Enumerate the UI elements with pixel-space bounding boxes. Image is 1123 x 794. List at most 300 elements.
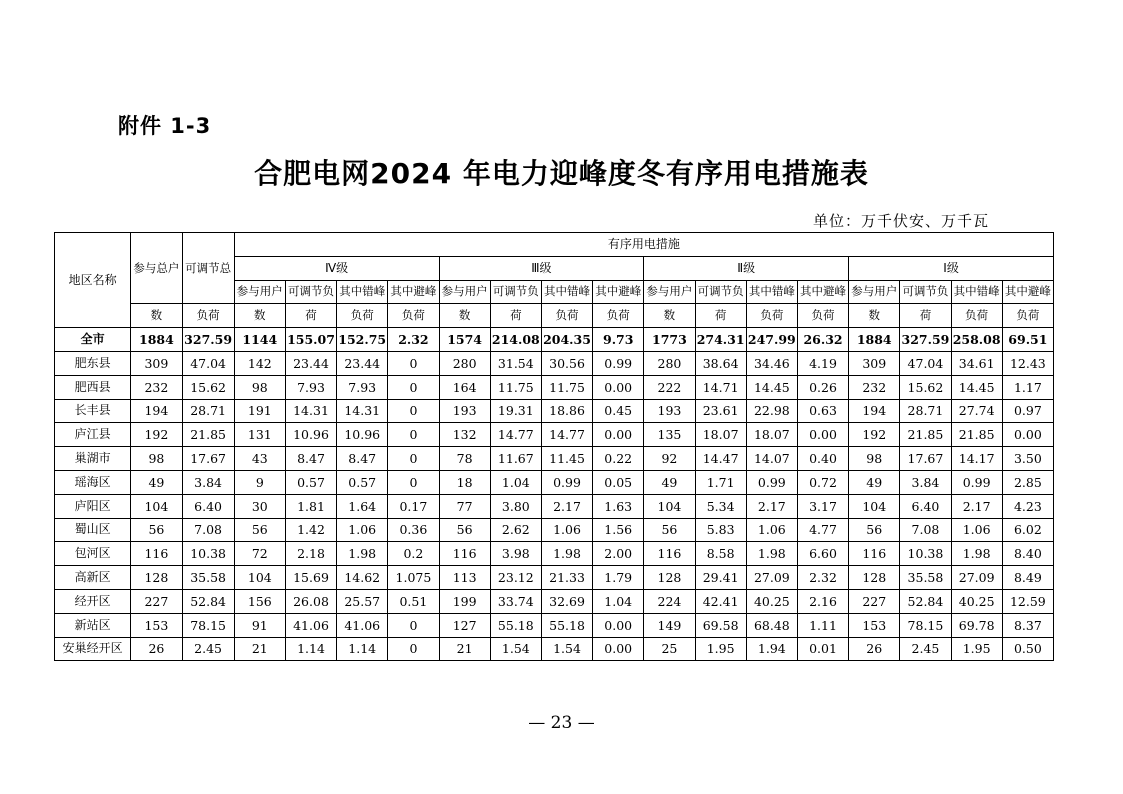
value-cell: 327.59 (900, 328, 951, 352)
value-cell: 21.85 (182, 423, 234, 447)
value-cell: 1.06 (541, 518, 592, 542)
page-title: 合肥电网2024 年电力迎峰度冬有序用电措施表 (254, 157, 869, 190)
value-cell: 30 (234, 494, 285, 518)
value-cell: 0.63 (797, 399, 848, 423)
value-cell: 6.60 (797, 542, 848, 566)
value-cell: 2.45 (182, 637, 234, 661)
value-cell: 11.75 (541, 375, 592, 399)
value-cell: 17.67 (900, 447, 951, 471)
value-cell: 0.57 (337, 470, 388, 494)
value-cell: 21.85 (951, 423, 1002, 447)
value-cell: 1884 (849, 328, 900, 352)
sub-header-offpeak: 其中错峰 (746, 280, 797, 304)
sub-header-users: 参与用户 (644, 280, 695, 304)
value-cell: 0.00 (593, 423, 644, 447)
value-cell: 0 (388, 423, 439, 447)
value-cell: 8.47 (337, 447, 388, 471)
value-cell: 0.00 (593, 375, 644, 399)
region-name-cell: 蜀山区 (55, 518, 131, 542)
sub-header-adjustable-line2: 荷 (285, 304, 336, 328)
value-cell: 0 (388, 470, 439, 494)
value-cell: 199 (439, 589, 490, 613)
sub-header-avoidpeak-line2: 负荷 (797, 304, 848, 328)
value-cell: 1.98 (951, 542, 1002, 566)
value-cell: 49 (849, 470, 900, 494)
value-cell: 18.86 (541, 399, 592, 423)
value-cell: 3.17 (797, 494, 848, 518)
sub-header-adjustable: 可调节负 (695, 280, 746, 304)
sub-header-users-line2: 数 (644, 304, 695, 328)
region-name-cell: 高新区 (55, 566, 131, 590)
header-level-3: Ⅲ级 (439, 256, 644, 280)
value-cell: 5.34 (695, 494, 746, 518)
value-cell: 1.71 (695, 470, 746, 494)
sub-header-adjustable: 可调节负 (900, 280, 951, 304)
value-cell: 34.61 (951, 351, 1002, 375)
value-cell: 0.36 (388, 518, 439, 542)
value-cell: 116 (131, 542, 182, 566)
value-cell: 25 (644, 637, 695, 661)
value-cell: 280 (644, 351, 695, 375)
value-cell: 1.95 (951, 637, 1002, 661)
value-cell: 47.04 (182, 351, 234, 375)
value-cell: 14.77 (490, 423, 541, 447)
value-cell: 26 (131, 637, 182, 661)
value-cell: 25.57 (337, 589, 388, 613)
value-cell: 116 (849, 542, 900, 566)
value-cell: 192 (131, 423, 182, 447)
value-cell: 0.05 (593, 470, 644, 494)
sub-header-offpeak: 其中错峰 (337, 280, 388, 304)
sub-header-users: 参与用户 (849, 280, 900, 304)
value-cell: 14.17 (951, 447, 1002, 471)
value-cell: 14.77 (541, 423, 592, 447)
value-cell: 77 (439, 494, 490, 518)
value-cell: 1.63 (593, 494, 644, 518)
table-row (55, 399, 1054, 423)
value-cell: 19.31 (490, 399, 541, 423)
value-cell: 309 (849, 351, 900, 375)
value-cell: 0.50 (1002, 637, 1053, 661)
value-cell: 2.17 (951, 494, 1002, 518)
value-cell: 127 (439, 613, 490, 637)
region-name-cell: 经开区 (55, 589, 131, 613)
value-cell: 193 (644, 399, 695, 423)
value-cell: 194 (131, 399, 182, 423)
table-row (55, 375, 1054, 399)
value-cell: 1.17 (1002, 375, 1053, 399)
value-cell: 56 (644, 518, 695, 542)
header-level-2: Ⅱ级 (644, 256, 849, 280)
value-cell: 0.26 (797, 375, 848, 399)
table-row-total (55, 328, 1054, 352)
value-cell: 0 (388, 375, 439, 399)
value-cell: 0.22 (593, 447, 644, 471)
value-cell: 1.79 (593, 566, 644, 590)
value-cell: 104 (131, 494, 182, 518)
value-cell: 2.32 (388, 328, 439, 352)
value-cell: 26.08 (285, 589, 336, 613)
value-cell: 18 (439, 470, 490, 494)
value-cell: 21 (234, 637, 285, 661)
value-cell: 6.40 (900, 494, 951, 518)
value-cell: 128 (644, 566, 695, 590)
table-row (55, 470, 1054, 494)
value-cell: 14.31 (285, 399, 336, 423)
value-cell: 1.98 (746, 542, 797, 566)
value-cell: 153 (131, 613, 182, 637)
value-cell: 2.45 (900, 637, 951, 661)
value-cell: 1144 (234, 328, 285, 352)
value-cell: 0 (388, 351, 439, 375)
value-cell: 28.71 (182, 399, 234, 423)
value-cell: 2.00 (593, 542, 644, 566)
value-cell: 42.41 (695, 589, 746, 613)
value-cell: 0.01 (797, 637, 848, 661)
value-cell: 204.35 (541, 328, 592, 352)
value-cell: 1.06 (337, 518, 388, 542)
attachment-label: 附件 1-3 (118, 114, 212, 138)
value-cell: 1.81 (285, 494, 336, 518)
value-cell: 0.97 (1002, 399, 1053, 423)
value-cell: 18.07 (746, 423, 797, 447)
value-cell: 10.38 (182, 542, 234, 566)
value-cell: 222 (644, 375, 695, 399)
value-cell: 22.98 (746, 399, 797, 423)
value-cell: 8.40 (1002, 542, 1053, 566)
value-cell: 14.62 (337, 566, 388, 590)
sub-header-avoidpeak: 其中避峰 (593, 280, 644, 304)
value-cell: 1.95 (695, 637, 746, 661)
value-cell: 47.04 (900, 351, 951, 375)
region-name-cell: 包河区 (55, 542, 131, 566)
value-cell: 1.075 (388, 566, 439, 590)
value-cell: 33.74 (490, 589, 541, 613)
value-cell: 41.06 (337, 613, 388, 637)
value-cell: 164 (439, 375, 490, 399)
value-cell: 32.69 (541, 589, 592, 613)
value-cell: 0.99 (746, 470, 797, 494)
value-cell: 1.98 (541, 542, 592, 566)
value-cell: 274.31 (695, 328, 746, 352)
value-cell: 1773 (644, 328, 695, 352)
value-cell: 0.99 (593, 351, 644, 375)
value-cell: 30.56 (541, 351, 592, 375)
value-cell: 69.51 (1002, 328, 1053, 352)
sub-header-avoidpeak-line2: 负荷 (1002, 304, 1053, 328)
value-cell: 131 (234, 423, 285, 447)
value-cell: 309 (131, 351, 182, 375)
region-name-cell: 全市 (55, 328, 131, 352)
value-cell: 91 (234, 613, 285, 637)
value-cell: 232 (849, 375, 900, 399)
value-cell: 258.08 (951, 328, 1002, 352)
value-cell: 21.85 (900, 423, 951, 447)
value-cell: 214.08 (490, 328, 541, 352)
region-name-cell: 安巢经开区 (55, 637, 131, 661)
value-cell: 104 (234, 566, 285, 590)
sub-header-avoidpeak-line2: 负荷 (388, 304, 439, 328)
value-cell: 98 (849, 447, 900, 471)
header-adjustable-line2: 负荷 (182, 304, 234, 328)
header-level-1: Ⅰ级 (849, 256, 1054, 280)
value-cell: 155.07 (285, 328, 336, 352)
table-row (55, 566, 1054, 590)
value-cell: 5.83 (695, 518, 746, 542)
value-cell: 69.58 (695, 613, 746, 637)
value-cell: 7.93 (285, 375, 336, 399)
value-cell: 0.00 (593, 637, 644, 661)
value-cell: 8.58 (695, 542, 746, 566)
value-cell: 10.38 (900, 542, 951, 566)
measures-table (54, 232, 1054, 661)
value-cell: 156 (234, 589, 285, 613)
value-cell: 2.62 (490, 518, 541, 542)
value-cell: 1.64 (337, 494, 388, 518)
value-cell: 28.71 (900, 399, 951, 423)
sub-header-offpeak-line2: 负荷 (541, 304, 592, 328)
region-name-cell: 庐江县 (55, 423, 131, 447)
value-cell: 1.54 (541, 637, 592, 661)
region-name-cell: 长丰县 (55, 399, 131, 423)
value-cell: 227 (849, 589, 900, 613)
value-cell: 27.74 (951, 399, 1002, 423)
value-cell: 153 (849, 613, 900, 637)
value-cell: 12.43 (1002, 351, 1053, 375)
value-cell: 0.00 (593, 613, 644, 637)
value-cell: 14.07 (746, 447, 797, 471)
table-row (55, 637, 1054, 661)
table-row (55, 613, 1054, 637)
value-cell: 68.48 (746, 613, 797, 637)
value-cell: 40.25 (746, 589, 797, 613)
value-cell: 142 (234, 351, 285, 375)
value-cell: 0.00 (797, 423, 848, 447)
value-cell: 10.96 (337, 423, 388, 447)
value-cell: 2.32 (797, 566, 848, 590)
value-cell: 43 (234, 447, 285, 471)
value-cell: 3.98 (490, 542, 541, 566)
value-cell: 192 (849, 423, 900, 447)
value-cell: 12.59 (1002, 589, 1053, 613)
sub-header-avoidpeak-line2: 负荷 (593, 304, 644, 328)
value-cell: 1.14 (285, 637, 336, 661)
value-cell: 23.44 (285, 351, 336, 375)
value-cell: 26.32 (797, 328, 848, 352)
table-row (55, 423, 1054, 447)
value-cell: 8.49 (1002, 566, 1053, 590)
value-cell: 232 (131, 375, 182, 399)
sub-header-offpeak-line2: 负荷 (746, 304, 797, 328)
value-cell: 78.15 (900, 613, 951, 637)
value-cell: 3.50 (1002, 447, 1053, 471)
value-cell: 2.85 (1002, 470, 1053, 494)
value-cell: 56 (131, 518, 182, 542)
value-cell: 27.09 (951, 566, 1002, 590)
value-cell: 52.84 (900, 589, 951, 613)
value-cell: 152.75 (337, 328, 388, 352)
header-region: 地区名称 (55, 233, 131, 328)
sub-header-users: 参与用户 (234, 280, 285, 304)
sub-header-avoidpeak: 其中避峰 (388, 280, 439, 304)
region-name-cell: 肥东县 (55, 351, 131, 375)
sub-header-offpeak-line2: 负荷 (951, 304, 1002, 328)
value-cell: 18.07 (695, 423, 746, 447)
value-cell: 0.2 (388, 542, 439, 566)
value-cell: 193 (439, 399, 490, 423)
page-number: — 23 — (528, 713, 595, 733)
value-cell: 149 (644, 613, 695, 637)
value-cell: 55.18 (541, 613, 592, 637)
sub-header-offpeak: 其中错峰 (951, 280, 1002, 304)
value-cell: 0.45 (593, 399, 644, 423)
value-cell: 1.42 (285, 518, 336, 542)
value-cell: 49 (644, 470, 695, 494)
table-body (55, 328, 1054, 661)
value-cell: 1574 (439, 328, 490, 352)
value-cell: 7.08 (900, 518, 951, 542)
value-cell: 0 (388, 399, 439, 423)
value-cell: 31.54 (490, 351, 541, 375)
value-cell: 69.78 (951, 613, 1002, 637)
header-total-users-line2: 数 (131, 304, 182, 328)
value-cell: 10.96 (285, 423, 336, 447)
value-cell: 23.44 (337, 351, 388, 375)
value-cell: 116 (644, 542, 695, 566)
value-cell: 1.04 (490, 470, 541, 494)
value-cell: 0.00 (1002, 423, 1053, 447)
value-cell: 78.15 (182, 613, 234, 637)
value-cell: 0.40 (797, 447, 848, 471)
table-row (55, 542, 1054, 566)
value-cell: 2.17 (746, 494, 797, 518)
value-cell: 1.14 (337, 637, 388, 661)
value-cell: 72 (234, 542, 285, 566)
table-row (55, 518, 1054, 542)
value-cell: 15.62 (900, 375, 951, 399)
sub-header-avoidpeak: 其中避峰 (797, 280, 848, 304)
value-cell: 78 (439, 447, 490, 471)
value-cell: 26 (849, 637, 900, 661)
value-cell: 113 (439, 566, 490, 590)
value-cell: 227 (131, 589, 182, 613)
value-cell: 132 (439, 423, 490, 447)
value-cell: 327.59 (182, 328, 234, 352)
value-cell: 2.18 (285, 542, 336, 566)
value-cell: 92 (644, 447, 695, 471)
value-cell: 128 (131, 566, 182, 590)
value-cell: 98 (131, 447, 182, 471)
value-cell: 8.37 (1002, 613, 1053, 637)
value-cell: 1884 (131, 328, 182, 352)
value-cell: 1.06 (746, 518, 797, 542)
value-cell: 3.84 (900, 470, 951, 494)
value-cell: 0 (388, 447, 439, 471)
value-cell: 1.11 (797, 613, 848, 637)
value-cell: 29.41 (695, 566, 746, 590)
value-cell: 1.94 (746, 637, 797, 661)
value-cell: 191 (234, 399, 285, 423)
value-cell: 0.17 (388, 494, 439, 518)
value-cell: 11.75 (490, 375, 541, 399)
value-cell: 224 (644, 589, 695, 613)
value-cell: 116 (439, 542, 490, 566)
value-cell: 8.47 (285, 447, 336, 471)
sub-header-users-line2: 数 (439, 304, 490, 328)
value-cell: 0.99 (951, 470, 1002, 494)
value-cell: 4.23 (1002, 494, 1053, 518)
value-cell: 15.69 (285, 566, 336, 590)
value-cell: 23.12 (490, 566, 541, 590)
value-cell: 2.16 (797, 589, 848, 613)
sub-header-users: 参与用户 (439, 280, 490, 304)
value-cell: 49 (131, 470, 182, 494)
value-cell: 104 (644, 494, 695, 518)
value-cell: 98 (234, 375, 285, 399)
value-cell: 9.73 (593, 328, 644, 352)
value-cell: 14.45 (951, 375, 1002, 399)
value-cell: 0 (388, 637, 439, 661)
region-name-cell: 瑶海区 (55, 470, 131, 494)
value-cell: 1.56 (593, 518, 644, 542)
value-cell: 38.64 (695, 351, 746, 375)
value-cell: 40.25 (951, 589, 1002, 613)
value-cell: 7.08 (182, 518, 234, 542)
value-cell: 4.19 (797, 351, 848, 375)
region-name-cell: 新站区 (55, 613, 131, 637)
value-cell: 247.99 (746, 328, 797, 352)
value-cell: 194 (849, 399, 900, 423)
value-cell: 56 (849, 518, 900, 542)
value-cell: 21.33 (541, 566, 592, 590)
value-cell: 56 (439, 518, 490, 542)
sub-header-adjustable: 可调节负 (490, 280, 541, 304)
value-cell: 2.17 (541, 494, 592, 518)
value-cell: 1.04 (593, 589, 644, 613)
header-adjustable-line1: 可调节总 (182, 233, 234, 304)
value-cell: 104 (849, 494, 900, 518)
table-row (55, 494, 1054, 518)
value-cell: 21 (439, 637, 490, 661)
sub-header-avoidpeak: 其中避峰 (1002, 280, 1053, 304)
header-total-users-line1: 参与总户 (131, 233, 182, 304)
sub-header-offpeak: 其中错峰 (541, 280, 592, 304)
value-cell: 1.06 (951, 518, 1002, 542)
table-row (55, 351, 1054, 375)
sub-header-offpeak-line2: 负荷 (337, 304, 388, 328)
value-cell: 34.46 (746, 351, 797, 375)
header-level-4: Ⅳ级 (234, 256, 439, 280)
value-cell: 6.40 (182, 494, 234, 518)
value-cell: 14.45 (746, 375, 797, 399)
value-cell: 128 (849, 566, 900, 590)
value-cell: 3.84 (182, 470, 234, 494)
value-cell: 0.57 (285, 470, 336, 494)
value-cell: 35.58 (182, 566, 234, 590)
value-cell: 11.45 (541, 447, 592, 471)
value-cell: 55.18 (490, 613, 541, 637)
value-cell: 52.84 (182, 589, 234, 613)
value-cell: 56 (234, 518, 285, 542)
value-cell: 135 (644, 423, 695, 447)
region-name-cell: 巢湖市 (55, 447, 131, 471)
sub-header-adjustable-line2: 荷 (900, 304, 951, 328)
value-cell: 14.47 (695, 447, 746, 471)
value-cell: 0.51 (388, 589, 439, 613)
sub-header-users-line2: 数 (234, 304, 285, 328)
value-cell: 9 (234, 470, 285, 494)
header-measures: 有序用电措施 (234, 233, 1053, 257)
